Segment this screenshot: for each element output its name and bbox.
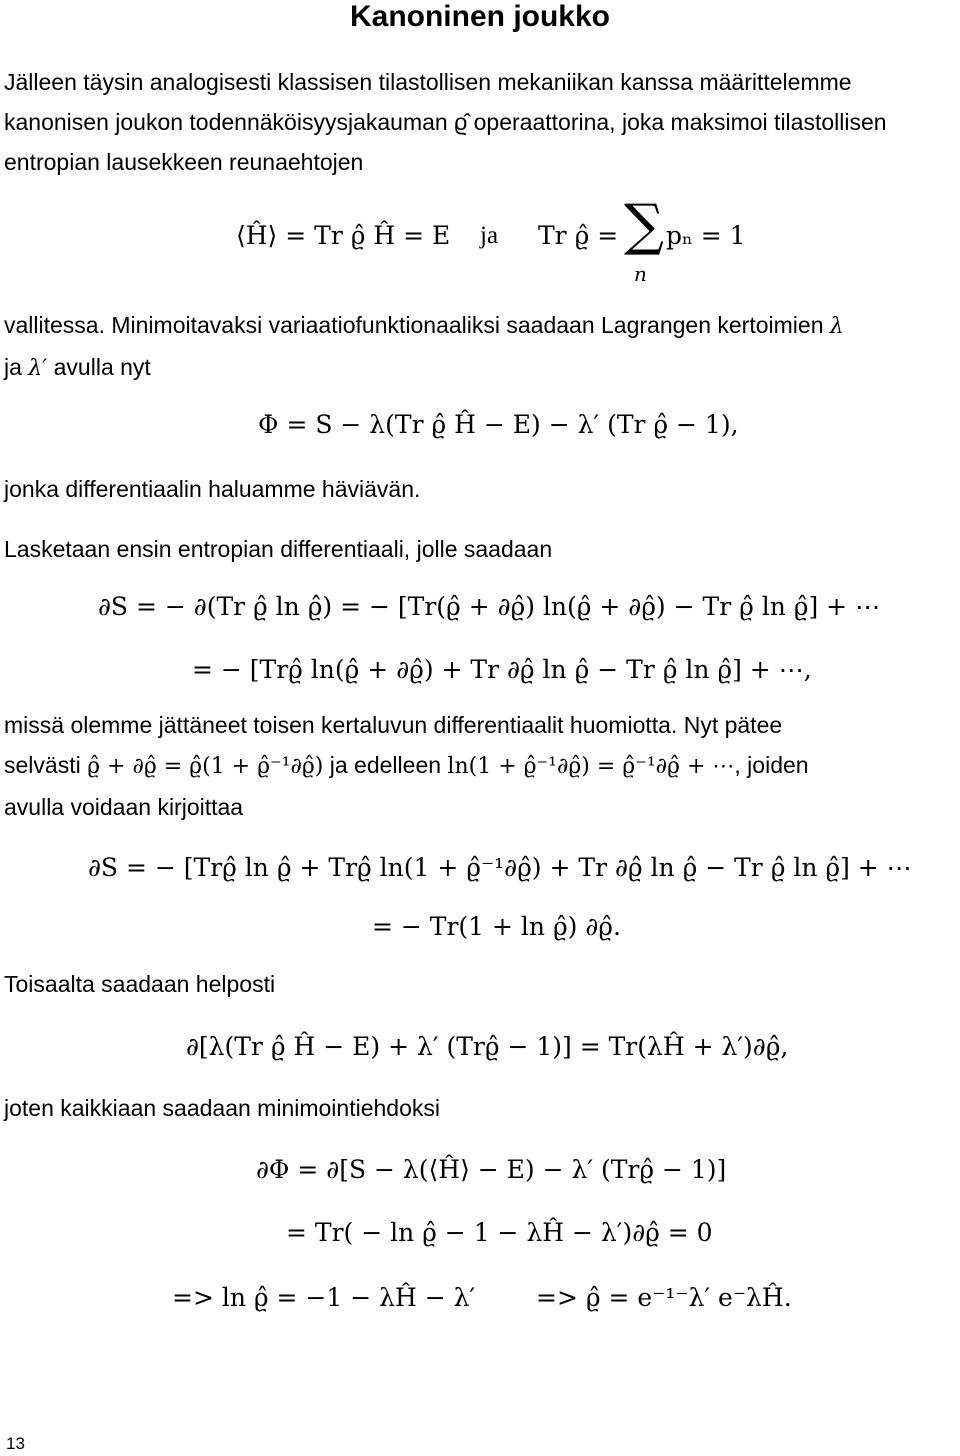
summation-symbol <box>624 193 664 258</box>
minimization-line2: = Tr( − ln ϱ̂ − 1 − λĤ − λ′)∂ϱ̂ = 0 <box>286 1218 713 1247</box>
constraint-differential-equation: ∂[λ(Tr ϱ̂ Ĥ − E) + λ′ (Trϱ̂ − 1)] = Tr(λĤ + λ′)∂ϱ̂, <box>186 1032 789 1061</box>
entropy-differential-line1: ∂S = − ∂(Tr ϱ̂ ln ϱ̂) = − [Tr(ϱ̂ + ∂ϱ̂) ln(ϱ̂ + ∂ϱ̂) − Tr ϱ̂ ln ϱ̂] + ⋯ <box>98 592 881 621</box>
expansion-math-2: ln(1 + ϱ̂⁻¹∂ϱ̂) = ϱ̂⁻¹∂ϱ̂ + ⋯ <box>447 754 735 779</box>
constraint-paragraph: Toisaalta saadaan helposti <box>4 971 276 997</box>
probability-sum-formula: pₙ = 1 <box>666 221 746 250</box>
differential-paragraph: jonka differentiaalin haluamme häviävän. <box>4 476 421 502</box>
expansion-text-b: ja edelleen <box>329 752 442 778</box>
page-title: Kanoninen joukko <box>349 0 610 33</box>
minimization-line1: ∂Φ = ∂[S − λ(⟨Ĥ⟩ − E) − λ′ (Trϱ̂ − 1)] <box>256 1155 727 1184</box>
entropy-paragraph: Lasketaan ensin entropian differentiaali, jolle saadaan <box>4 536 553 562</box>
lambda-prime-symbol: λ′ <box>28 356 48 381</box>
expansion-math-1: ϱ̂ + ∂ϱ̂ = ϱ̂(1 + ϱ̂⁻¹∂ϱ̂) <box>87 754 324 779</box>
conjunction-text: ja <box>480 222 499 249</box>
lagrange-text-c: avulla nyt <box>53 354 151 380</box>
expansion-text-line1: missä olemme jättäneet toisen kertaluvun differentiaalit huomiotta. Nyt pätee <box>4 712 783 738</box>
expansion-text-a: selvästi <box>4 752 81 778</box>
entropy-result-line2: = − Tr(1 + ln ϱ̂) ∂ϱ̂. <box>372 912 621 941</box>
solution-line-b: => ϱ̂ = e⁻¹⁻λ′ e⁻λĤ. <box>536 1283 792 1312</box>
lagrange-text-b: ja <box>4 354 22 380</box>
expansion-text-line3: avulla voidaan kirjoittaa <box>4 794 244 820</box>
lambda-symbol: λ <box>829 314 844 339</box>
expansion-paragraph <box>4 705 956 827</box>
lagrange-paragraph <box>4 305 956 389</box>
entropy-result-line1: ∂S = − [Trϱ̂ ln ϱ̂ + Trϱ̂ ln(1 + ϱ̂⁻¹∂ϱ̂) + Tr ∂ϱ̂ ln ϱ̂ − Tr ϱ̂ ln ϱ̂] + ⋯ <box>88 853 912 882</box>
solution-line-a: => ln ϱ̂ = −1 − λĤ − λ′ <box>172 1283 476 1312</box>
lagrange-text-a: vallitessa. Minimoitavaksi variaatiofunktionaaliksi saadaan Lagrangen kertoimien <box>4 312 824 338</box>
intro-paragraph: Jälleen täysin analogisesti klassisen tilastollisen mekaniikan kanssa määrittelemme kanonisen joukon todennäköisyysjakauman ϱ̂ operaattorina, joka maksimoi tilastollisen entropian lausekkeen reunaehtojen <box>4 69 887 175</box>
page-number: 13 <box>6 1434 25 1453</box>
minimization-paragraph: joten kaikkiaan saadaan minimointiehdoksi <box>4 1095 440 1121</box>
summation-index: n <box>634 262 647 286</box>
entropy-differential-line2: = − [Trϱ̂ ln(ϱ̂ + ∂ϱ̂) + Tr ∂ϱ̂ ln ϱ̂ − Tr ϱ̂ ln ϱ̂] + ⋯, <box>192 655 812 684</box>
trace-formula: Tr ϱ̂ = <box>538 221 619 250</box>
functional-equation: Φ = S − λ(Tr ϱ̂ Ĥ − E) − λ′ (Tr ϱ̂ − 1), <box>258 410 739 439</box>
expectation-energy-formula: ⟨Ĥ⟩ = Tr ϱ̂ Ĥ = E <box>236 221 451 250</box>
expansion-text-c: , joiden <box>734 752 809 778</box>
sigma-glyph: ∑ <box>624 193 664 258</box>
